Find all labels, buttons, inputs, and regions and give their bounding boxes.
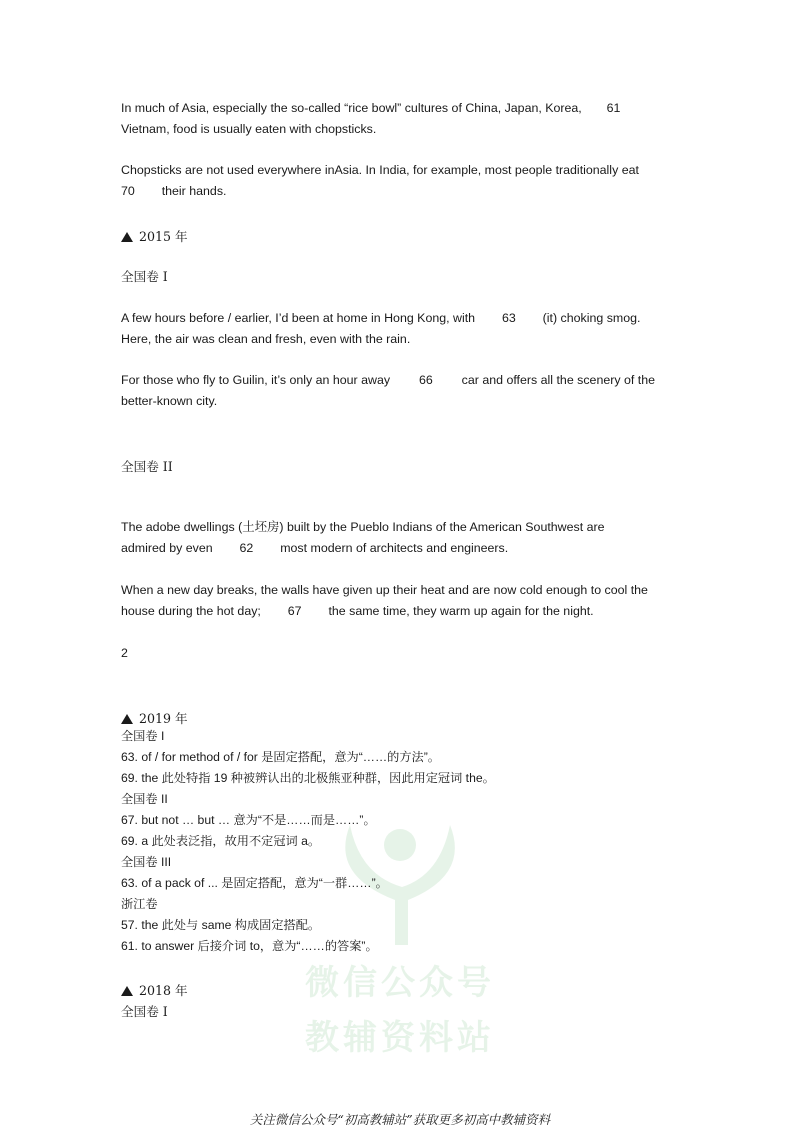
paragraph-text: house during the hot day; (121, 604, 261, 618)
passage-paragraph (121, 98, 679, 140)
passage-paragraph (121, 370, 679, 412)
section-heading: 全国卷 I (121, 1004, 168, 1019)
answer-line: 61. to answer 后接介词 to，意为“……的答案”。 (121, 939, 378, 953)
answer-line: 全国卷 II (121, 792, 168, 806)
answer-line: 57. the 此处与 same 构成固定搭配。 (121, 918, 321, 932)
page-number: 2 (121, 646, 128, 660)
blank-number: 66 (418, 373, 433, 387)
answer-line: 63. of / for method of / for 是固定搭配，意为“……的方法”。 (121, 750, 440, 764)
watermark-text: 微信公众号 (305, 963, 495, 1003)
paragraph-text: most modern of architects and engineers. (280, 541, 509, 555)
paragraph-text: the same time, they warm up again for the night. (328, 604, 594, 618)
paragraph-text: When a new day breaks, the walls have given up their heat and are now cold enough to cool the (121, 583, 648, 597)
blank-number: 70 (121, 184, 135, 198)
paragraph-text: Chopsticks are not used everywhere inAsia. In India, for example, most people traditionally eat (121, 163, 639, 177)
answer-line: 69. a 此处表泛指，故用不定冠词 a。 (121, 834, 321, 848)
answer-line: 67. but not … but … 意为“不是……而是……”。 (121, 813, 376, 827)
paragraph-text: For those who fly to Guilin, it’s only an hour away (121, 373, 391, 387)
paragraph-text: A few hours before / earlier, I’d been at home in Hong Kong, with (121, 311, 476, 325)
footer-note: 关注微信公众号“初高教辅站”获取更多初高中教辅资料 (249, 1112, 551, 1127)
answer-list (121, 726, 495, 957)
answer-line: 浙江卷 (121, 897, 158, 911)
year-heading: 2019 年 (121, 708, 188, 727)
paragraph-text: In much of Asia, especially the so-called “rice bowl” cultures of China, Japan, Korea, (121, 101, 582, 115)
paragraph-text: The adobe dwellings (土坯房) built by the Pueblo Indians of the American Southwest are (121, 520, 605, 534)
paragraph-text: (it) choking smog. (542, 311, 641, 325)
paragraph-text: car and offers all the scenery of the (461, 373, 655, 387)
watermark-text: 教辅资料站 (305, 1018, 495, 1058)
year-heading: 2018 年 (121, 980, 188, 999)
paragraph-text: their hands. (161, 184, 227, 198)
paragraph-text: Vietnam, food is usually eaten with chopsticks. (121, 122, 377, 136)
answer-line: 全国卷 III (121, 855, 172, 869)
passage-paragraph (121, 308, 679, 350)
answer-line: 69. the 此处特指 19 种被辨认出的北极熊亚种群，因此用定冠词 the。 (121, 771, 495, 785)
section-heading: 全国卷 II (121, 459, 173, 474)
paragraph-text: admired by even (121, 541, 213, 555)
passage-paragraph (121, 517, 679, 559)
paragraph-text: better-known city. (121, 394, 218, 408)
triangle-icon (121, 714, 133, 724)
section-heading: 全国卷 I (121, 269, 168, 284)
blank-number: 62 (239, 541, 254, 555)
blank-number: 61 (606, 101, 621, 115)
answer-line: 全国卷 I (121, 729, 165, 743)
passage-paragraph (121, 160, 679, 202)
triangle-icon (121, 232, 133, 242)
paragraph-text: Here, the air was clean and fresh, even with the rain. (121, 332, 411, 346)
triangle-icon (121, 986, 133, 996)
year-heading: 2015 年 (121, 226, 188, 245)
blank-number: 63 (501, 311, 516, 325)
answer-line: 63. of a pack of ... 是固定搭配，意为“一群……”。 (121, 876, 388, 890)
passage-paragraph (121, 580, 679, 622)
blank-number: 67 (287, 604, 302, 618)
